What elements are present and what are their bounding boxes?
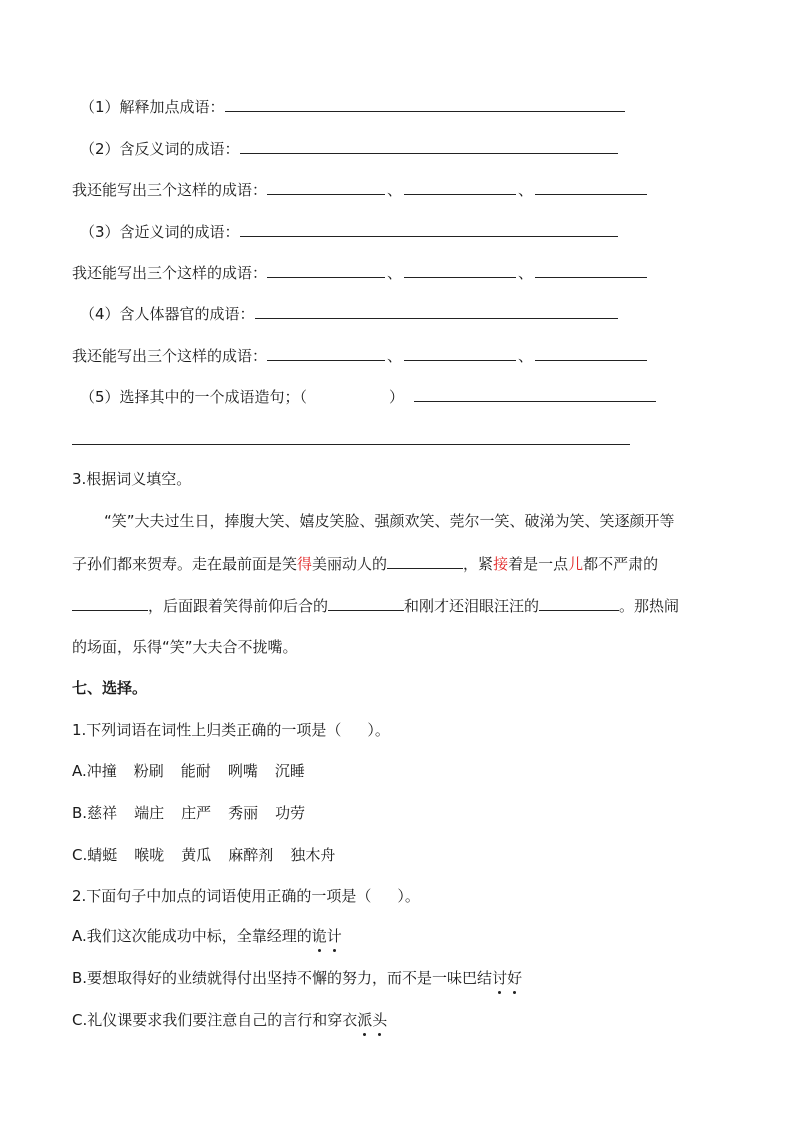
section7-title: 七、选择。 <box>72 679 148 697</box>
q5-label: （5）选择其中的一个成语造句；（ <box>80 388 308 406</box>
option-word: 蜻蜓 <box>87 846 118 864</box>
q2-more-line <box>72 178 647 201</box>
q5-sentence-blank-1[interactable] <box>414 385 656 402</box>
q3-more-blank-2[interactable] <box>404 261 516 278</box>
choice-q1-option-c[interactable] <box>72 844 352 866</box>
option-word: 功劳 <box>275 804 306 822</box>
option-word: 黄瓜 <box>181 846 212 864</box>
option-word: 喉咙 <box>134 846 165 864</box>
q5-line-2 <box>72 428 630 451</box>
paragraph-text: 的场面，乐得“笑”大夫合不拢嘴。 <box>72 638 298 656</box>
question-text: ）。 <box>397 887 420 905</box>
q4-answer-blank[interactable] <box>255 302 618 319</box>
q1-answer-blank[interactable] <box>225 95 625 112</box>
section3-title: 3.根据词义填空。 <box>72 470 192 488</box>
dotted-word-char: 讨 <box>492 969 508 987</box>
paragraph-text: 和刚才还泪眼汪汪的 <box>404 597 540 615</box>
more-label: 我还能写出三个这样的成语： <box>72 347 268 365</box>
separator: 、 <box>387 264 403 282</box>
q2-more-blank-1[interactable] <box>267 178 385 195</box>
q5-close: ） <box>389 388 405 406</box>
q1-line <box>80 95 625 118</box>
section3-paragraph-line-1 <box>104 510 675 532</box>
choice-q2-option-a[interactable] <box>72 925 342 947</box>
question-text: 1.下列词语在词性上归类正确的一项是（ <box>72 721 342 739</box>
question-text: 2.下面句子中加点的词语使用正确的一项是（ <box>72 887 372 905</box>
q4-more-blank-3[interactable] <box>535 344 647 361</box>
option-label: B. <box>72 804 88 822</box>
paragraph-text: ，紧 <box>463 555 494 573</box>
paragraph-text: 着是一点 <box>508 555 569 573</box>
q1-label: （1）解释加点成语： <box>80 98 225 116</box>
dotted-word-char: 诡 <box>311 927 327 945</box>
paragraph-text: 子孙们都来贺寿。走在最前面是笑 <box>72 555 298 573</box>
dotted-word-char: 好 <box>507 969 523 987</box>
choice-q1-option-a[interactable] <box>72 760 322 782</box>
paragraph-text: 都不严肃的 <box>583 555 659 573</box>
option-word: 粉刷 <box>133 762 164 780</box>
choice-q1-option-b[interactable] <box>72 802 322 824</box>
q3-answer-blank[interactable] <box>240 220 618 237</box>
q3-line <box>80 220 618 243</box>
q2-more-blank-2[interactable] <box>404 178 516 195</box>
option-text: A.我们这次能成功中标，全靠经理的 <box>72 927 312 945</box>
fill-blank-4[interactable] <box>539 594 619 611</box>
option-word: 沉睡 <box>274 762 305 780</box>
dotted-word-char: 头 <box>372 1011 388 1029</box>
option-text: B.要想取得好的业绩就得付出坚持不懈的努力，而不是一味巴结 <box>72 969 493 987</box>
question-text: ）。 <box>367 721 390 739</box>
option-word: 慈祥 <box>87 804 118 822</box>
separator: 、 <box>518 347 534 365</box>
section3-paragraph-line-2 <box>72 552 658 575</box>
highlighted-char: 得 <box>297 555 313 573</box>
more-label: 我还能写出三个这样的成语： <box>72 181 268 199</box>
choice-q1-stem <box>72 719 390 741</box>
section3-paragraph-line-4 <box>72 636 298 658</box>
q5-line <box>80 385 656 408</box>
separator: 、 <box>387 181 403 199</box>
q3-more-blank-1[interactable] <box>267 261 385 278</box>
separator: 、 <box>387 347 403 365</box>
option-text: C.礼仪课要求我们要注意自己的言行和穿衣 <box>72 1011 358 1029</box>
paragraph-text: 美丽动人的 <box>312 555 388 573</box>
option-label: C. <box>72 846 88 864</box>
dotted-word-char: 计 <box>326 927 342 945</box>
fill-blank-3[interactable] <box>328 594 404 611</box>
fill-blank-1[interactable] <box>387 552 463 569</box>
section3-paragraph-line-3 <box>72 594 679 617</box>
q3-more-line <box>72 261 647 284</box>
q3-label: （3）含近义词的成语： <box>80 223 240 241</box>
fill-blank-2[interactable] <box>72 594 148 611</box>
option-word: 秀丽 <box>228 804 259 822</box>
q5-sentence-blank-2[interactable] <box>72 428 630 445</box>
q4-label: （4）含人体器官的成语： <box>80 305 255 323</box>
q4-more-line <box>72 344 647 367</box>
option-word: 独木舟 <box>290 846 336 864</box>
paragraph-text: “笑”大夫过生日，捧腹大笑、嬉皮笑脸、强颜欢笑、莞尔一笑、破涕为笑、笑逐颜开等 <box>104 512 675 530</box>
option-word: 庄严 <box>181 804 212 822</box>
separator: 、 <box>518 264 534 282</box>
choice-q2-stem <box>72 885 420 907</box>
choice-q2-option-c[interactable] <box>72 1009 387 1031</box>
q2-label: （2）含反义词的成语： <box>80 140 240 158</box>
q4-more-blank-1[interactable] <box>267 344 385 361</box>
q2-more-blank-3[interactable] <box>535 178 647 195</box>
more-label: 我还能写出三个这样的成语： <box>72 264 268 282</box>
dotted-word-char: 派 <box>357 1011 373 1029</box>
highlighted-char: 接 <box>493 555 509 573</box>
option-word: 麻醉剂 <box>228 846 274 864</box>
q4-line <box>80 302 618 325</box>
paragraph-text: ，后面跟着笑得前仰后合的 <box>148 597 329 615</box>
q2-answer-blank[interactable] <box>240 137 618 154</box>
q4-more-blank-2[interactable] <box>404 344 516 361</box>
q3-more-blank-3[interactable] <box>535 261 647 278</box>
option-label: A. <box>72 762 87 780</box>
option-word: 冲撞 <box>86 762 117 780</box>
q2-line <box>80 137 618 160</box>
option-word: 端庄 <box>134 804 165 822</box>
option-word: 能耐 <box>180 762 211 780</box>
option-word: 咧嘴 <box>227 762 258 780</box>
highlighted-char: 儿 <box>568 555 584 573</box>
paragraph-text: 。那热闹 <box>619 597 680 615</box>
choice-q2-option-b[interactable] <box>72 967 522 989</box>
separator: 、 <box>518 181 534 199</box>
